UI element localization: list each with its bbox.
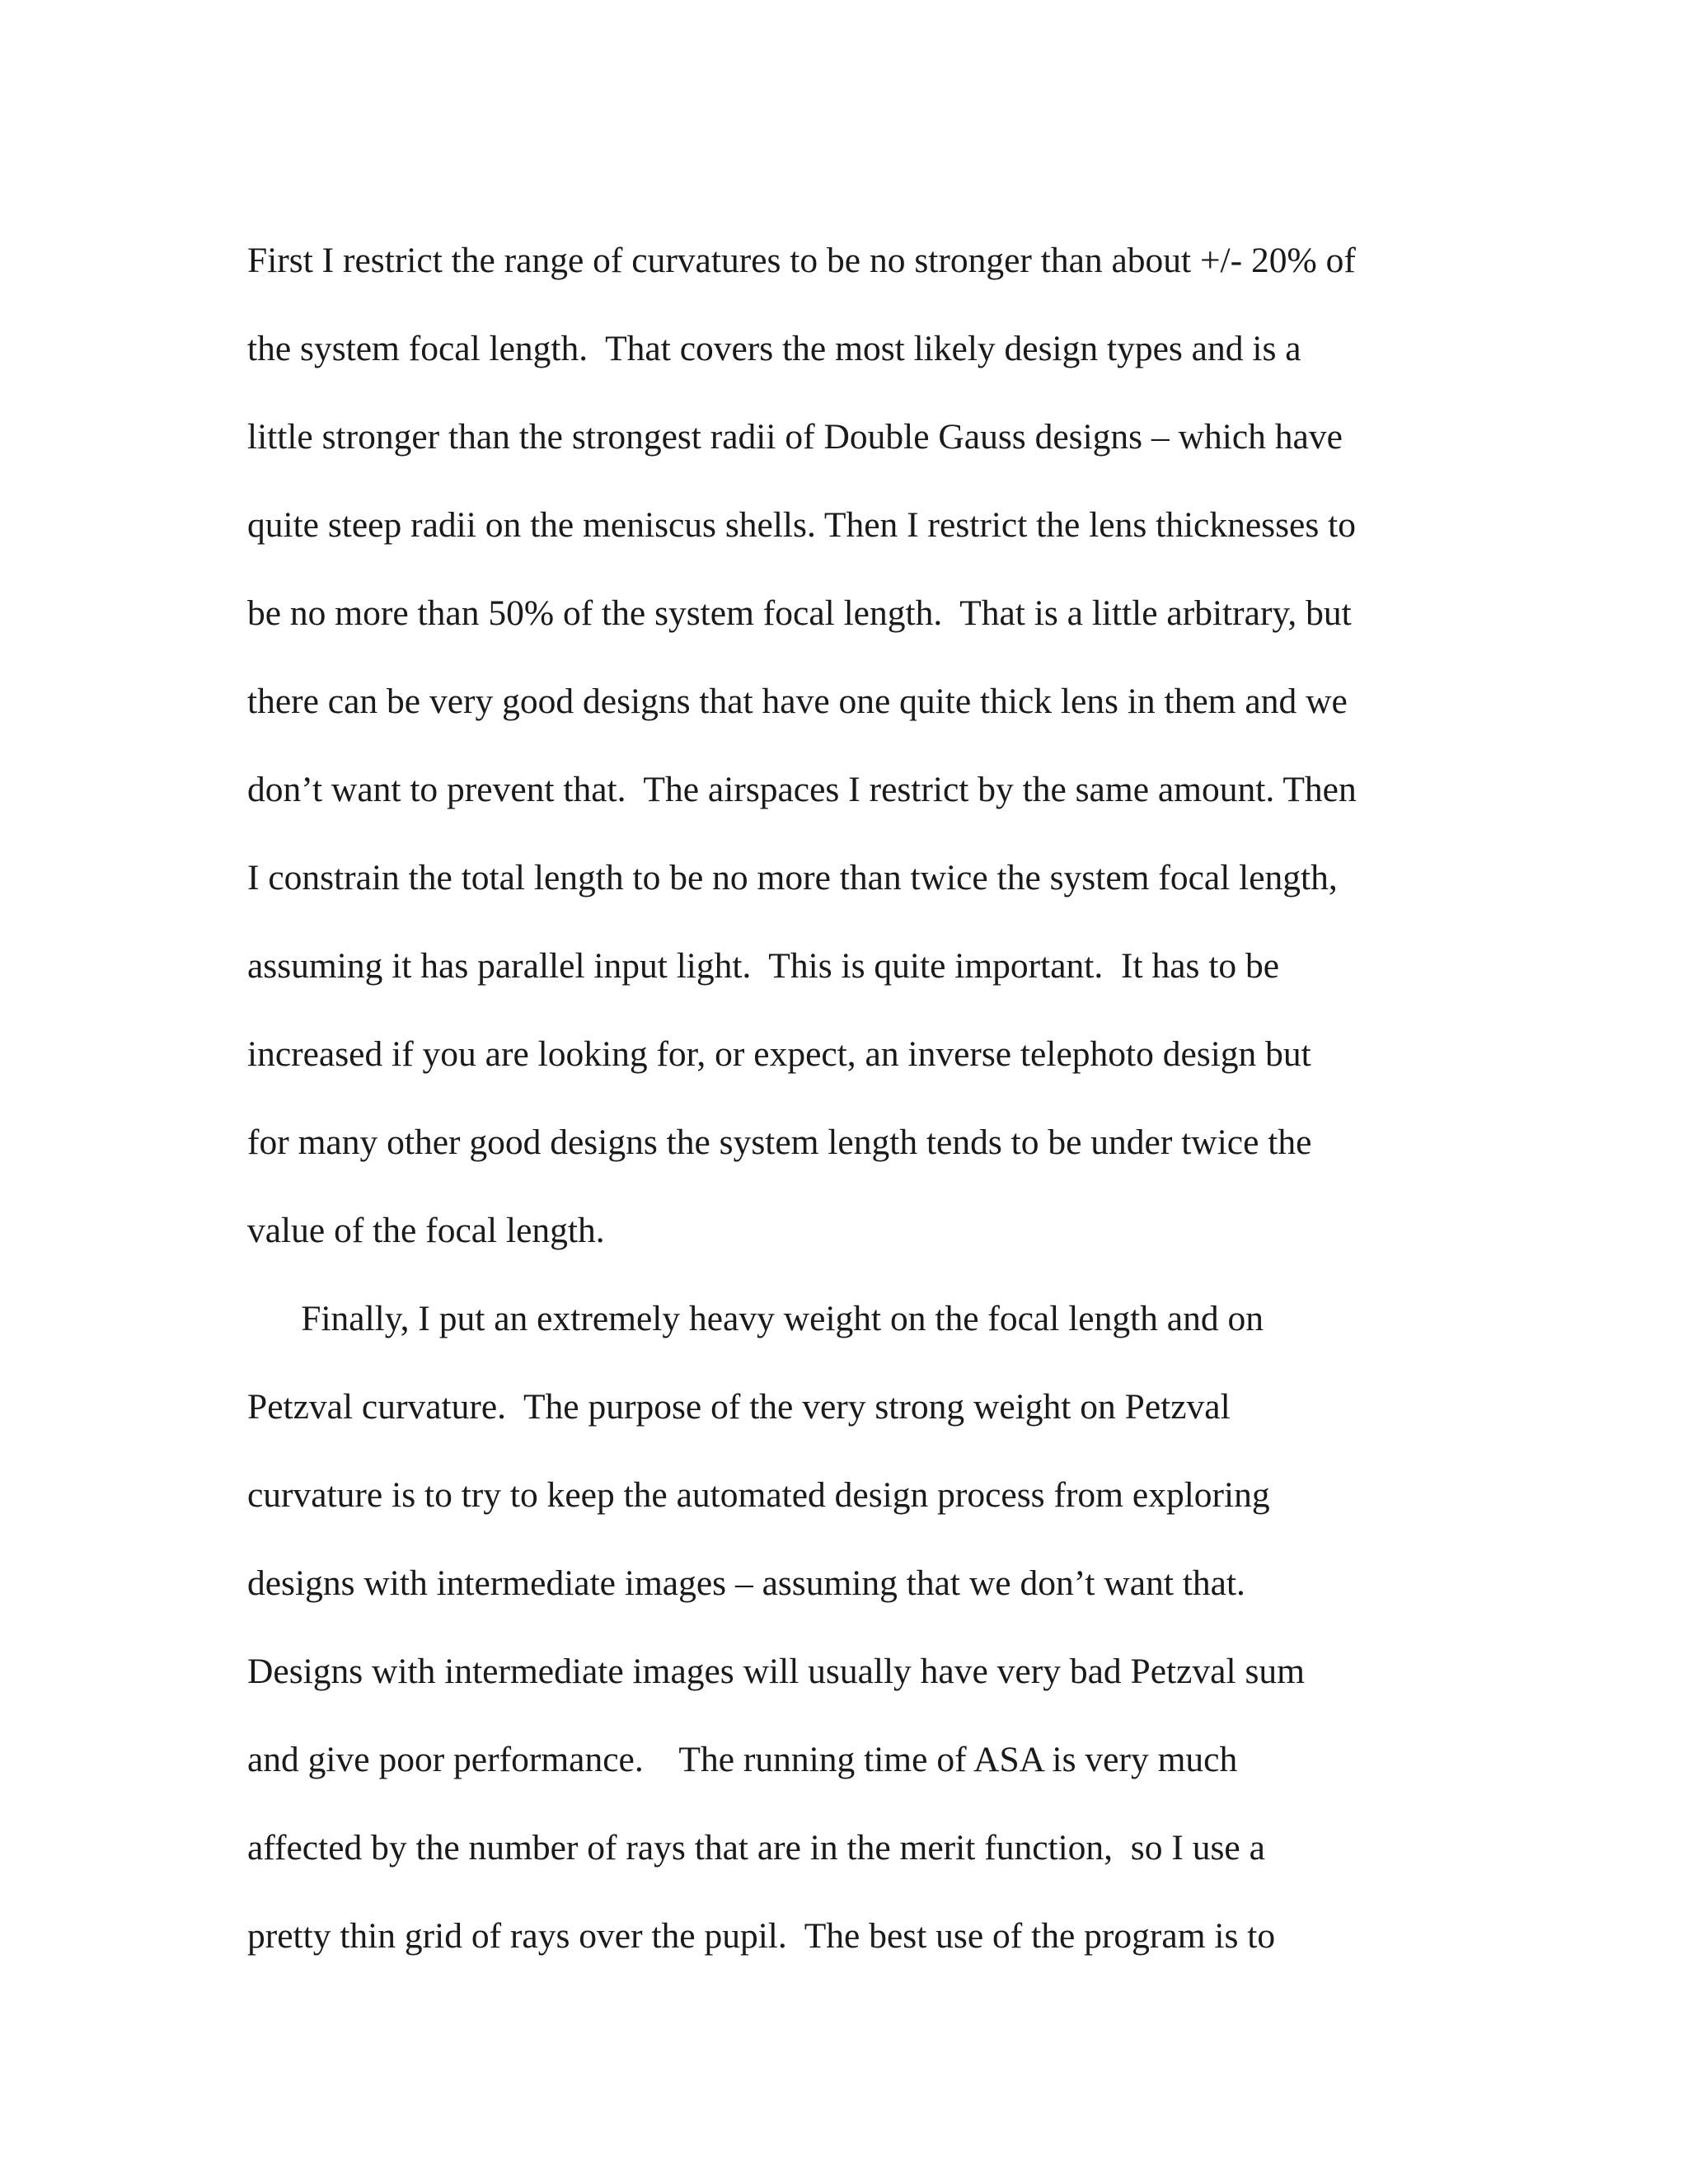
text-line: curvature is to try to keep the automated design process from exploring [247, 1475, 1270, 1515]
text-line: First I restrict the range of curvatures to be no stronger than about +/- 20% of [247, 241, 1356, 280]
text-line: designs with intermediate images – assuming that we don’t want that. [247, 1563, 1245, 1603]
text-line: don’t want to prevent that. The airspaces I restrict by the same amount. Then [247, 770, 1357, 809]
text-line: the system focal length. That covers the most likely design types and is a [247, 329, 1301, 368]
text-line: I constrain the total length to be no more than twice the system focal length, [247, 858, 1338, 898]
text-line: pretty thin grid of rays over the pupil. The best use of the program is to [247, 1916, 1276, 1956]
body-text [247, 227, 1442, 1991]
text-line: there can be very good designs that have one quite thick lens in them and we [247, 682, 1348, 721]
text-line: for many other good designs the system length tends to be under twice the [247, 1122, 1312, 1162]
text-line: Petzval curvature. The purpose of the very strong weight on Petzval [247, 1387, 1231, 1427]
text-line: affected by the number of rays that are in the merit function, so I use a [247, 1828, 1265, 1868]
text-line: quite steep radii on the meniscus shells. Then I restrict the lens thicknesses to [247, 505, 1356, 545]
text-line: Designs with intermediate images will usually have very bad Petzval sum [247, 1652, 1305, 1691]
text-line: be no more than 50% of the system focal length. That is a little arbitrary, but [247, 593, 1352, 633]
text-line: value of the focal length. [247, 1211, 605, 1250]
text-line: and give poor performance. The running time of ASA is very much [247, 1740, 1238, 1779]
text-line: little stronger than the strongest radii of Double Gauss designs – which have [247, 417, 1343, 457]
text-line: assuming it has parallel input light. This is quite important. It has to be [247, 946, 1280, 986]
text-line: increased if you are looking for, or expect, an inverse telephoto design but [247, 1034, 1311, 1074]
text-line: Finally, I put an extremely heavy weight on the focal length and on [247, 1299, 1264, 1338]
